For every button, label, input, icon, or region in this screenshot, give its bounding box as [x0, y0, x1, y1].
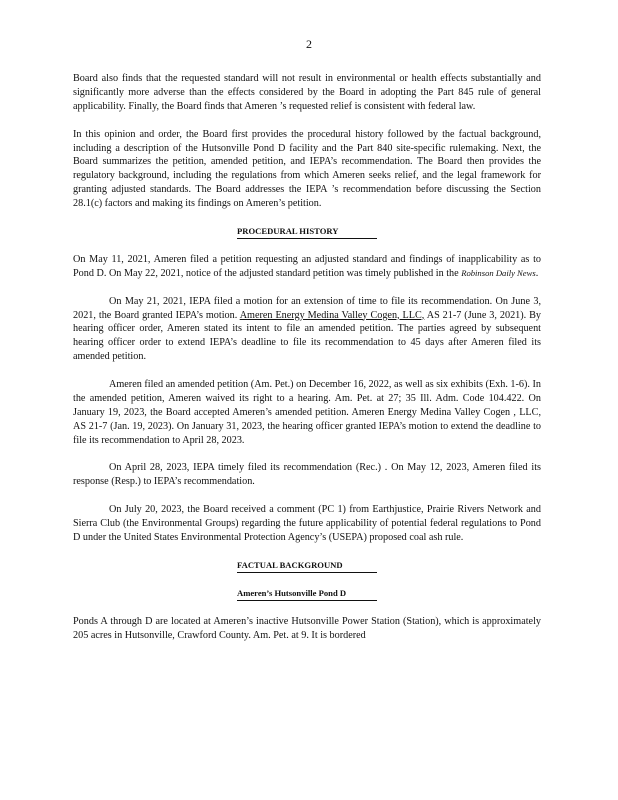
paragraph-opinion-overview: In this opinion and order, the Board first provides the procedural history followed by the factual background, including a description of the Hutsonville Pond D facility and the Part 840 site-specific rulemaking. Next, the Board summarizes the petition, amended petition, and IEPA’s recommendation. The Board then provides the regulatory background, including the regulations from which Ameren seeks relief, and the legal framework for granting adjusted standards. The Board addresses the IEPA ’s recommendation before discussing the Section 28.1(c) factors and making its findings on Ameren’s petition. — [73, 128, 541, 210]
paragraph-petition-filed-end: . — [535, 267, 539, 279]
heading-pond-d — [73, 587, 541, 601]
heading-pond-d-text: Ameren’s Hutsonville Pond D — [237, 587, 377, 601]
publication-name: Robinson Daily News — [461, 267, 536, 278]
paragraph-petition-filed — [73, 253, 541, 281]
heading-procedural-history — [73, 225, 541, 239]
paragraph-extension-motion — [73, 295, 541, 365]
paragraph-extension-motion-text-b: AS 21-7 (June 3, 2021). By hearing officer order, Ameren stated its intent to file an amended petition. The parties agreed by subsequent hearing officer order to extend IEPA’s deadline to file its recommendation to 45 days after Ameren filed its amended petition. — [73, 309, 542, 363]
paragraph-ponds-location: Ponds A through D are located at Ameren’s inactive Hutsonville Power Station (Station), which is approximately 205 acres in Hutsonville, Crawford County. Am. Pet. at 9. It is bordered — [73, 615, 541, 641]
heading-factual-background — [73, 559, 541, 573]
paragraph-extension-motion-text-a: On May 21, 2021, IEPA filed a motion for an extension of time to file its recommendation. On June 3, 2021, the Board granted IEPA’s motion. — [73, 295, 541, 321]
paragraph-amended-petition: Ameren filed an amended petition (Am. Pet.) on December 16, 2022, as well as six exhibits (Exh. 1-6). In the amended petition, Ameren waived its right to a hearing. Am. Pet. at 27; 35 Ill. Adm. Code 104.422. On January 19, 2023, the Board accepted Ameren’s amended petition. Ameren Energy Medina Valley Cogen , LLC, AS 21-7 (Jan. 19, 2023). On January 31, 2023, the hearing officer granted IEPA’s motion to extend the deadline to file its recommendation to April 28, 2023. — [73, 379, 541, 446]
paragraph-findings: Board also finds that the requested standard will not result in environmental or health effects substantially and significantly more adverse than the effects considered by the Board in adopting the Part 845 rule of general applicability. Finally, the Board finds that Ameren ’s requested relief is consistent with federal law. — [73, 73, 541, 112]
heading-procedural-history-text: PROCEDURAL HISTORY — [237, 225, 377, 239]
paragraph-recommendation: On April 28, 2023, IEPA timely filed its recommendation (Rec.) . On May 12, 2023, Ameren filed its response (Resp.) to IEPA’s recommendation. — [73, 462, 541, 488]
case-citation: Ameren Energy Medina Valley Cogen, LLC, — [239, 309, 425, 321]
paragraph-public-comment: On July 20, 2023, the Board received a comment (PC 1) from Earthjustice, Prairie Rivers Network and Sierra Club (the Environmental Groups) regarding the future applicability of potential federal regulations to Pond D under the United States Environmental Protection Agency’s (USEPA) proposed coal ash rule. — [73, 504, 541, 543]
heading-factual-background-text: FACTUAL BACKGROUND — [237, 559, 377, 573]
paragraph-petition-filed-text: On May 11, 2021, Ameren filed a petition requesting an adjusted standard and findings of inapplicability as to Pond D. On May 22, 2021, notice of the adjusted standard petition was timely published in the — [73, 253, 541, 279]
document-body — [73, 72, 541, 657]
page-number: 2 — [306, 37, 312, 51]
